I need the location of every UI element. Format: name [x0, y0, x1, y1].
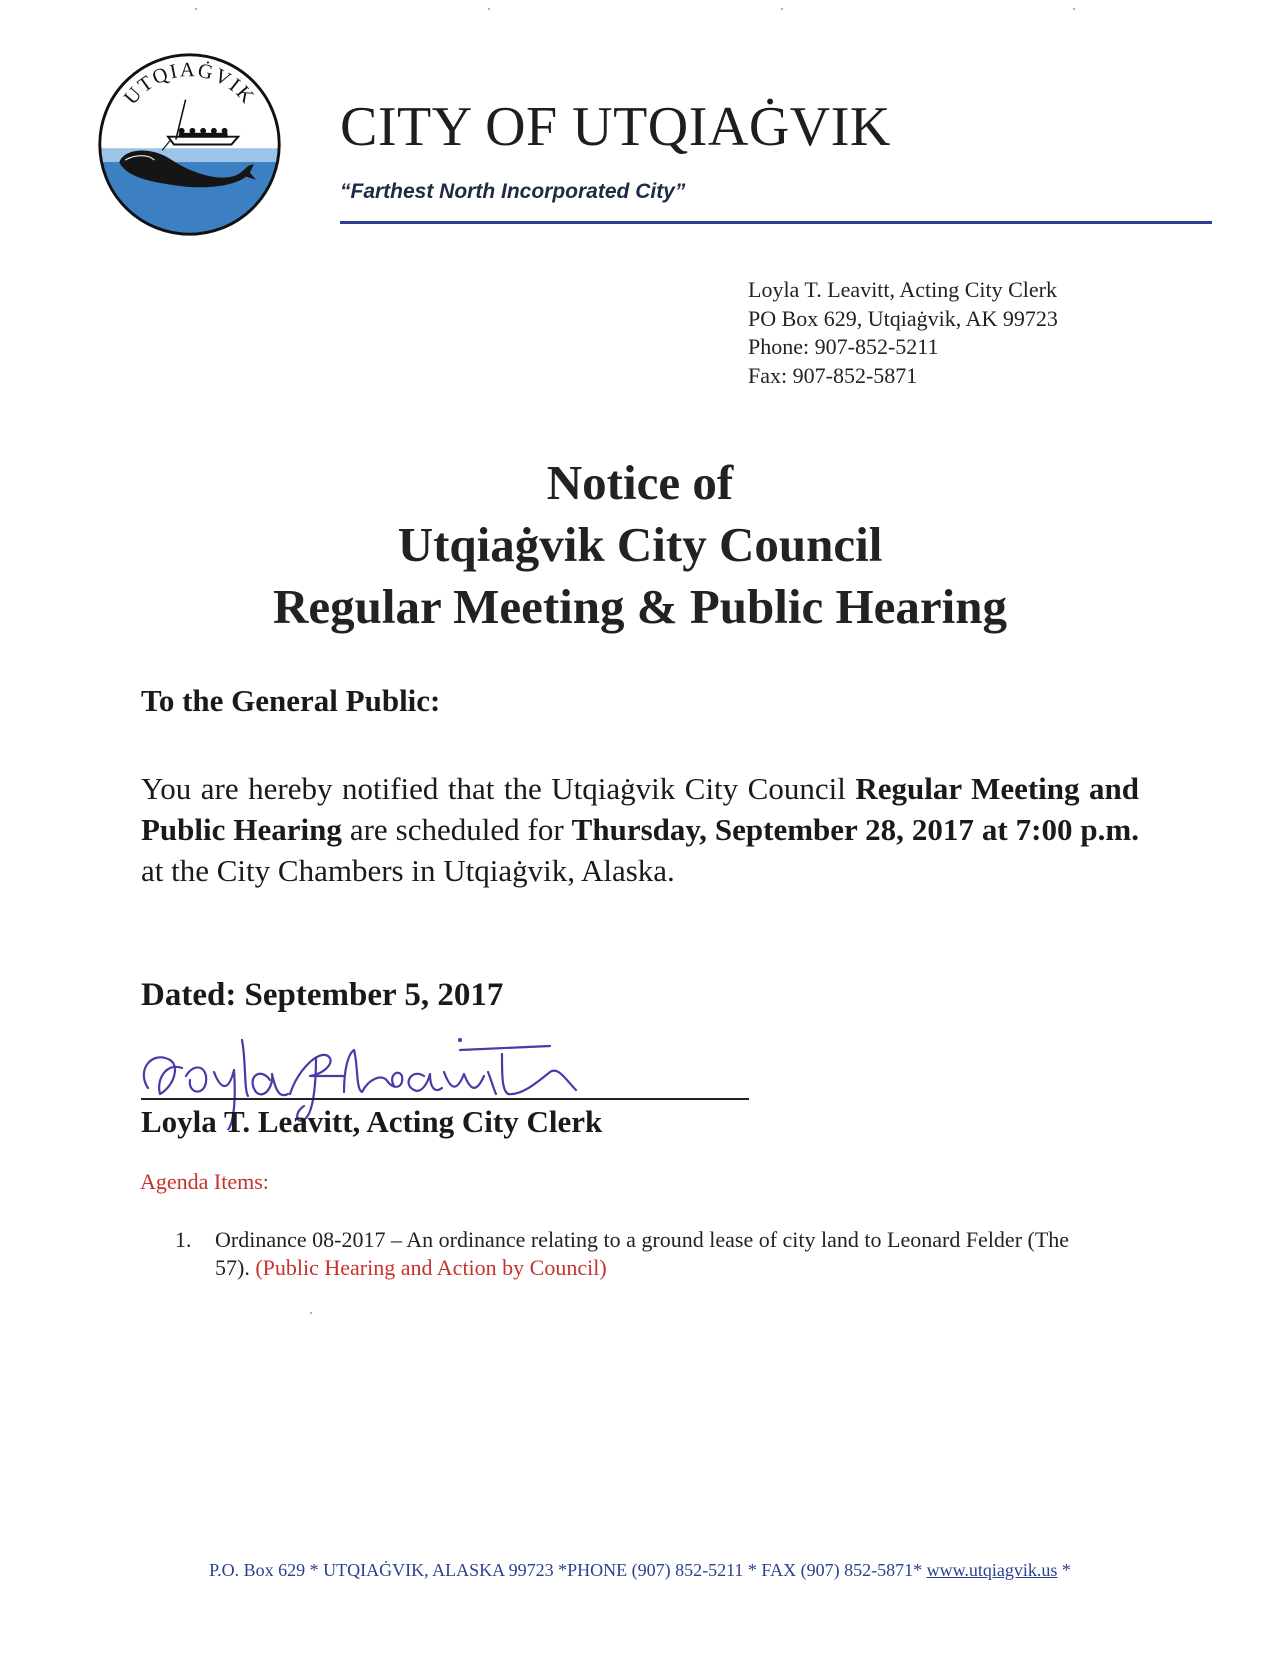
notice-title: [0, 452, 1280, 638]
body-text-1: You are hereby notified that the Utqiaġvik City Council: [141, 771, 856, 806]
contact-clerk-name: Loyla T. Leavitt, Acting City Clerk: [748, 277, 1057, 302]
agenda-item-number: 1.: [175, 1227, 192, 1252]
website-link[interactable]: www.utqiagvik.us: [926, 1560, 1058, 1580]
agenda-heading: Agenda Items:: [140, 1169, 269, 1194]
notice-title-line-3: Regular Meeting & Public Hearing: [273, 579, 1007, 634]
contact-address: PO Box 629, Utqiaġvik, AK 99723: [748, 305, 1058, 331]
contact-fax: Fax: 907-852-5871: [748, 362, 918, 388]
footer-contact: [0, 1560, 1280, 1581]
scan-speck: [195, 8, 197, 10]
scan-speck: [781, 8, 783, 10]
signature-line: [141, 1098, 749, 1100]
agenda-item-description: Ordinance 08-2017 – An ordinance relating to a ground lease of city land to Leonard Felder (The 57).: [215, 1227, 1070, 1280]
contact-block: [748, 276, 1058, 390]
header-divider: [340, 221, 1212, 224]
agenda-item: [175, 1226, 1105, 1282]
notice-title-line-2: Utqiaġvik City Council: [397, 517, 883, 572]
city-motto: “Farthest North Incorporated City”: [340, 180, 686, 203]
agenda-item-note: (Public Hearing and Action by Council): [255, 1255, 607, 1280]
body-bold-meeting-type: Regular Meeting and Public Hearing: [141, 771, 1140, 847]
svg-text:UTQIAĠVIK: UTQIAĠVIK: [119, 59, 260, 109]
body-bold-date-time: Thursday, September 28, 2017 at 7:00 p.m.: [571, 812, 1139, 847]
dated-line: Dated: September 5, 2017: [141, 977, 504, 1013]
city-seal-logo: [92, 47, 287, 242]
footer-trail: *: [1057, 1560, 1071, 1580]
notice-body-paragraph: [141, 768, 1139, 891]
agenda-list: [175, 1226, 1105, 1282]
salutation: To the General Public:: [141, 683, 441, 718]
signer-name: Loyla T. Leavitt, Acting City Clerk: [141, 1104, 603, 1139]
notice-title-line-1: Notice of: [546, 455, 734, 510]
scan-speck: [1073, 8, 1075, 10]
scan-speck: [488, 8, 490, 10]
city-name-heading: CITY OF UTQIAĠVIK: [340, 96, 891, 158]
body-text-3: at the City Chambers in Utqiaġvik, Alaska.: [141, 853, 675, 888]
body-text-2: are scheduled for: [341, 812, 572, 847]
contact-phone: Phone: 907-852-5211: [748, 334, 939, 359]
scan-speck: [310, 1312, 312, 1314]
agenda-item-text: [215, 1226, 1105, 1282]
footer-text: P.O. Box 629 * UTQIAĠVIK, ALASKA 99723 *PHONE (907) 852-5211 * FAX (907) 852-5871*: [209, 1560, 927, 1580]
